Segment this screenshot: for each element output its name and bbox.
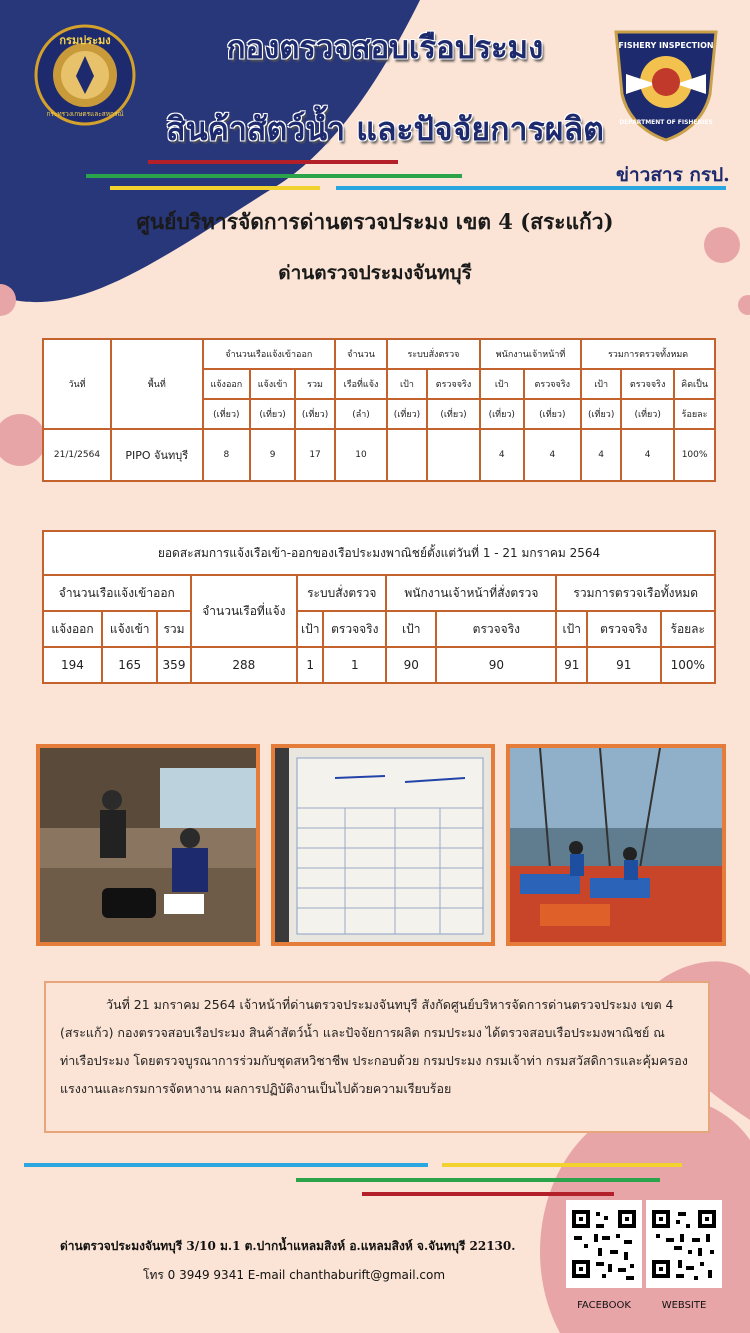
website-qr-code[interactable] — [646, 1200, 722, 1288]
cumulative-report-table — [42, 530, 716, 684]
daily-report-table — [42, 338, 716, 482]
cell-sum: 359 — [157, 647, 190, 683]
cell-area: PIPO จันทบุรี — [111, 429, 203, 481]
unit-trip: (เที่ยว) — [250, 399, 295, 429]
photo-inspection-document — [271, 744, 495, 946]
footer-stripe-yellow — [442, 1163, 682, 1167]
header-staff: พนักงานเจ้าหน้าที่สั่งตรวจ — [386, 575, 556, 611]
header-staff: พนักงานเจ้าหน้าที่ — [480, 339, 581, 369]
subtitle-zone: ศูนย์บริหารจัดการด่านตรวจประมง เขต 4 (สระแก้ว) — [136, 209, 614, 234]
cell-date: 21/1/2564 — [43, 429, 111, 481]
cell-sum: 17 — [295, 429, 335, 481]
footer-stripe-red — [362, 1192, 614, 1196]
svg-text:กระทรวงเกษตรและสหกรณ์: กระทรวงเกษตรและสหกรณ์ — [46, 110, 124, 118]
footer-stripe-blue — [24, 1163, 428, 1167]
unit-trip: (เที่ยว) — [524, 399, 582, 429]
cumulative-caption: ยอดสะสมการแจ้งเรือเข้า-ออกของเรือประมงพาณิชย์ตั้งแต่วันที่ 1 - 21 มกราคม 2564 — [43, 531, 715, 575]
cell-sys-actual — [427, 429, 480, 481]
footer-stripe-green — [296, 1178, 660, 1182]
facebook-label: FACEBOOK — [577, 1300, 631, 1311]
header-total: รวมการตรวจเรือทั้งหมด — [556, 575, 715, 611]
sub-total-target: เป้า — [556, 611, 587, 647]
sub-sys-actual: ตรวจจริง — [427, 369, 480, 399]
sub-in: แจ้งเข้า — [250, 369, 295, 399]
unit-trip: (เที่ยว) — [621, 399, 674, 429]
sub-percent: คิดเป็น — [674, 369, 715, 399]
header-system: ระบบสั่งตรวจ — [387, 339, 480, 369]
unit-vessel: (ลำ) — [335, 399, 387, 429]
header-area: พื้นที่ — [111, 339, 203, 429]
unit-trip: (เที่ยว) — [480, 399, 524, 429]
sub-sys-actual: ตรวจจริง — [323, 611, 386, 647]
cell-percent: 100% — [661, 647, 716, 683]
fishery-inspection-badge — [606, 24, 726, 144]
unit-trip: (เที่ยว) — [427, 399, 480, 429]
cell-sys-target — [387, 429, 427, 481]
sub-out: แจ้งออก — [43, 611, 102, 647]
sub-sys-target: เป้า — [387, 369, 427, 399]
sub-sys-target: เป้า — [297, 611, 323, 647]
sub-staff-target: เป้า — [480, 369, 524, 399]
sub-percent: ร้อยละ — [661, 611, 716, 647]
unit-trip: (เที่ยว) — [581, 399, 621, 429]
paragraph-text: วันที่ 21 มกราคม 2564 เจ้าหน้าที่ด่านตรวจประมงจันทบุรี สังกัดศูนย์บริหารจัดการด่านตรวจประมง เขต 4 (สระแก้ว) กองตรวจสอบเรือประมง สินค้าสัตว์น้ำ และปัจจัยการผลิต กรมประมง ได้ตรวจสอบเรือประมงพาณิชย์ ณ ท่าเรือประมง โดยตรวจบูรณาการร่วมกับชุดสหวิชาชีพ ประกอบด้วย กรมประมง กรมเจ้าท่า กรมสวัสดิการและคุ้มครองแรงงานและกรมการจัดหางาน ผลการปฏิบัติงานเป็นไปด้วยความเรียบร้อย — [60, 997, 688, 1096]
photo-officers-inspection — [36, 744, 260, 946]
cell-total-actual: 91 — [587, 647, 661, 683]
stripe-green — [86, 174, 462, 178]
cell-total-target: 91 — [556, 647, 587, 683]
cell-staff-actual: 90 — [436, 647, 556, 683]
header-vessel-report: จำนวนเรือแจ้งเข้าออก — [43, 575, 191, 611]
sub-total-actual: ตรวจจริง — [621, 369, 674, 399]
fisheries-department-logo — [34, 24, 136, 126]
header-vessel-report: จำนวนเรือแจ้งเข้าออก — [203, 339, 336, 369]
cell-staff-target: 90 — [386, 647, 436, 683]
facebook-qr-code[interactable] — [566, 1200, 642, 1288]
photo-fishing-vessel — [506, 744, 726, 946]
svg-text:FISHERY INSPECTION: FISHERY INSPECTION — [618, 41, 714, 50]
stripe-blue — [336, 186, 726, 190]
sub-reported: เรือที่แจ้ง — [335, 369, 387, 399]
sub-sum: รวม — [295, 369, 335, 399]
sub-sum: รวม — [157, 611, 190, 647]
header-date: วันที่ — [43, 339, 111, 429]
footer-contact: โทร 0 3949 9341 E-mail chanthaburift@gmail.com — [143, 1268, 446, 1282]
cell-out: 194 — [43, 647, 102, 683]
cell-sys-actual: 1 — [323, 647, 386, 683]
cell-total-actual: 4 — [621, 429, 674, 481]
header-system: ระบบสั่งตรวจ — [297, 575, 386, 611]
sub-staff-target: เป้า — [386, 611, 436, 647]
stripe-yellow — [110, 186, 320, 190]
news-tag: ข่าวสาร กรป. — [616, 164, 730, 186]
header-title-line1: กองตรวจสอบเรือประมง — [226, 30, 544, 66]
sub-staff-actual: ตรวจจริง — [524, 369, 582, 399]
cell-in: 9 — [250, 429, 295, 481]
header-reported: จำนวนเรือที่แจ้ง — [191, 575, 298, 647]
sub-total-target: เป้า — [581, 369, 621, 399]
sub-total-actual: ตรวจจริง — [587, 611, 661, 647]
subtitle-checkpoint: ด่านตรวจประมงจันทบุรี — [278, 262, 472, 284]
cell-reported: 288 — [191, 647, 298, 683]
sub-in: แจ้งเข้า — [102, 611, 157, 647]
svg-text:DEPARTMENT OF FISHERIES: DEPARTMENT OF FISHERIES — [619, 119, 713, 126]
news-paragraph — [44, 981, 710, 1133]
unit-trip: (เที่ยว) — [203, 399, 251, 429]
website-label: WEBSITE — [661, 1300, 707, 1311]
unit-percent: ร้อยละ — [674, 399, 715, 429]
unit-trip: (เที่ยว) — [295, 399, 335, 429]
sub-out: แจ้งออก — [203, 369, 251, 399]
cell-staff-target: 4 — [480, 429, 524, 481]
footer-address: ด่านตรวจประมงจันทบุรี 3/10 ม.1 ต.ปากน้ำแหลมสิงห์ อ.แหลมสิงห์ จ.จันทบุรี 22130. — [60, 1239, 516, 1253]
cell-percent: 100% — [674, 429, 715, 481]
header-total: รวมการตรวจทั้งหมด — [581, 339, 715, 369]
cell-in: 165 — [102, 647, 157, 683]
cell-reported: 10 — [335, 429, 387, 481]
cell-total-target: 4 — [581, 429, 621, 481]
cell-sys-target: 1 — [297, 647, 323, 683]
svg-text:กรมประมง: กรมประมง — [59, 34, 111, 47]
cell-staff-actual: 4 — [524, 429, 582, 481]
header-count: จำนวน — [335, 339, 387, 369]
header-title-line2: สินค้าสัตว์น้ำ และปัจจัยการผลิต — [166, 110, 604, 148]
unit-trip: (เที่ยว) — [387, 399, 427, 429]
cell-out: 8 — [203, 429, 251, 481]
sub-staff-actual: ตรวจจริง — [436, 611, 556, 647]
stripe-red — [148, 160, 398, 164]
